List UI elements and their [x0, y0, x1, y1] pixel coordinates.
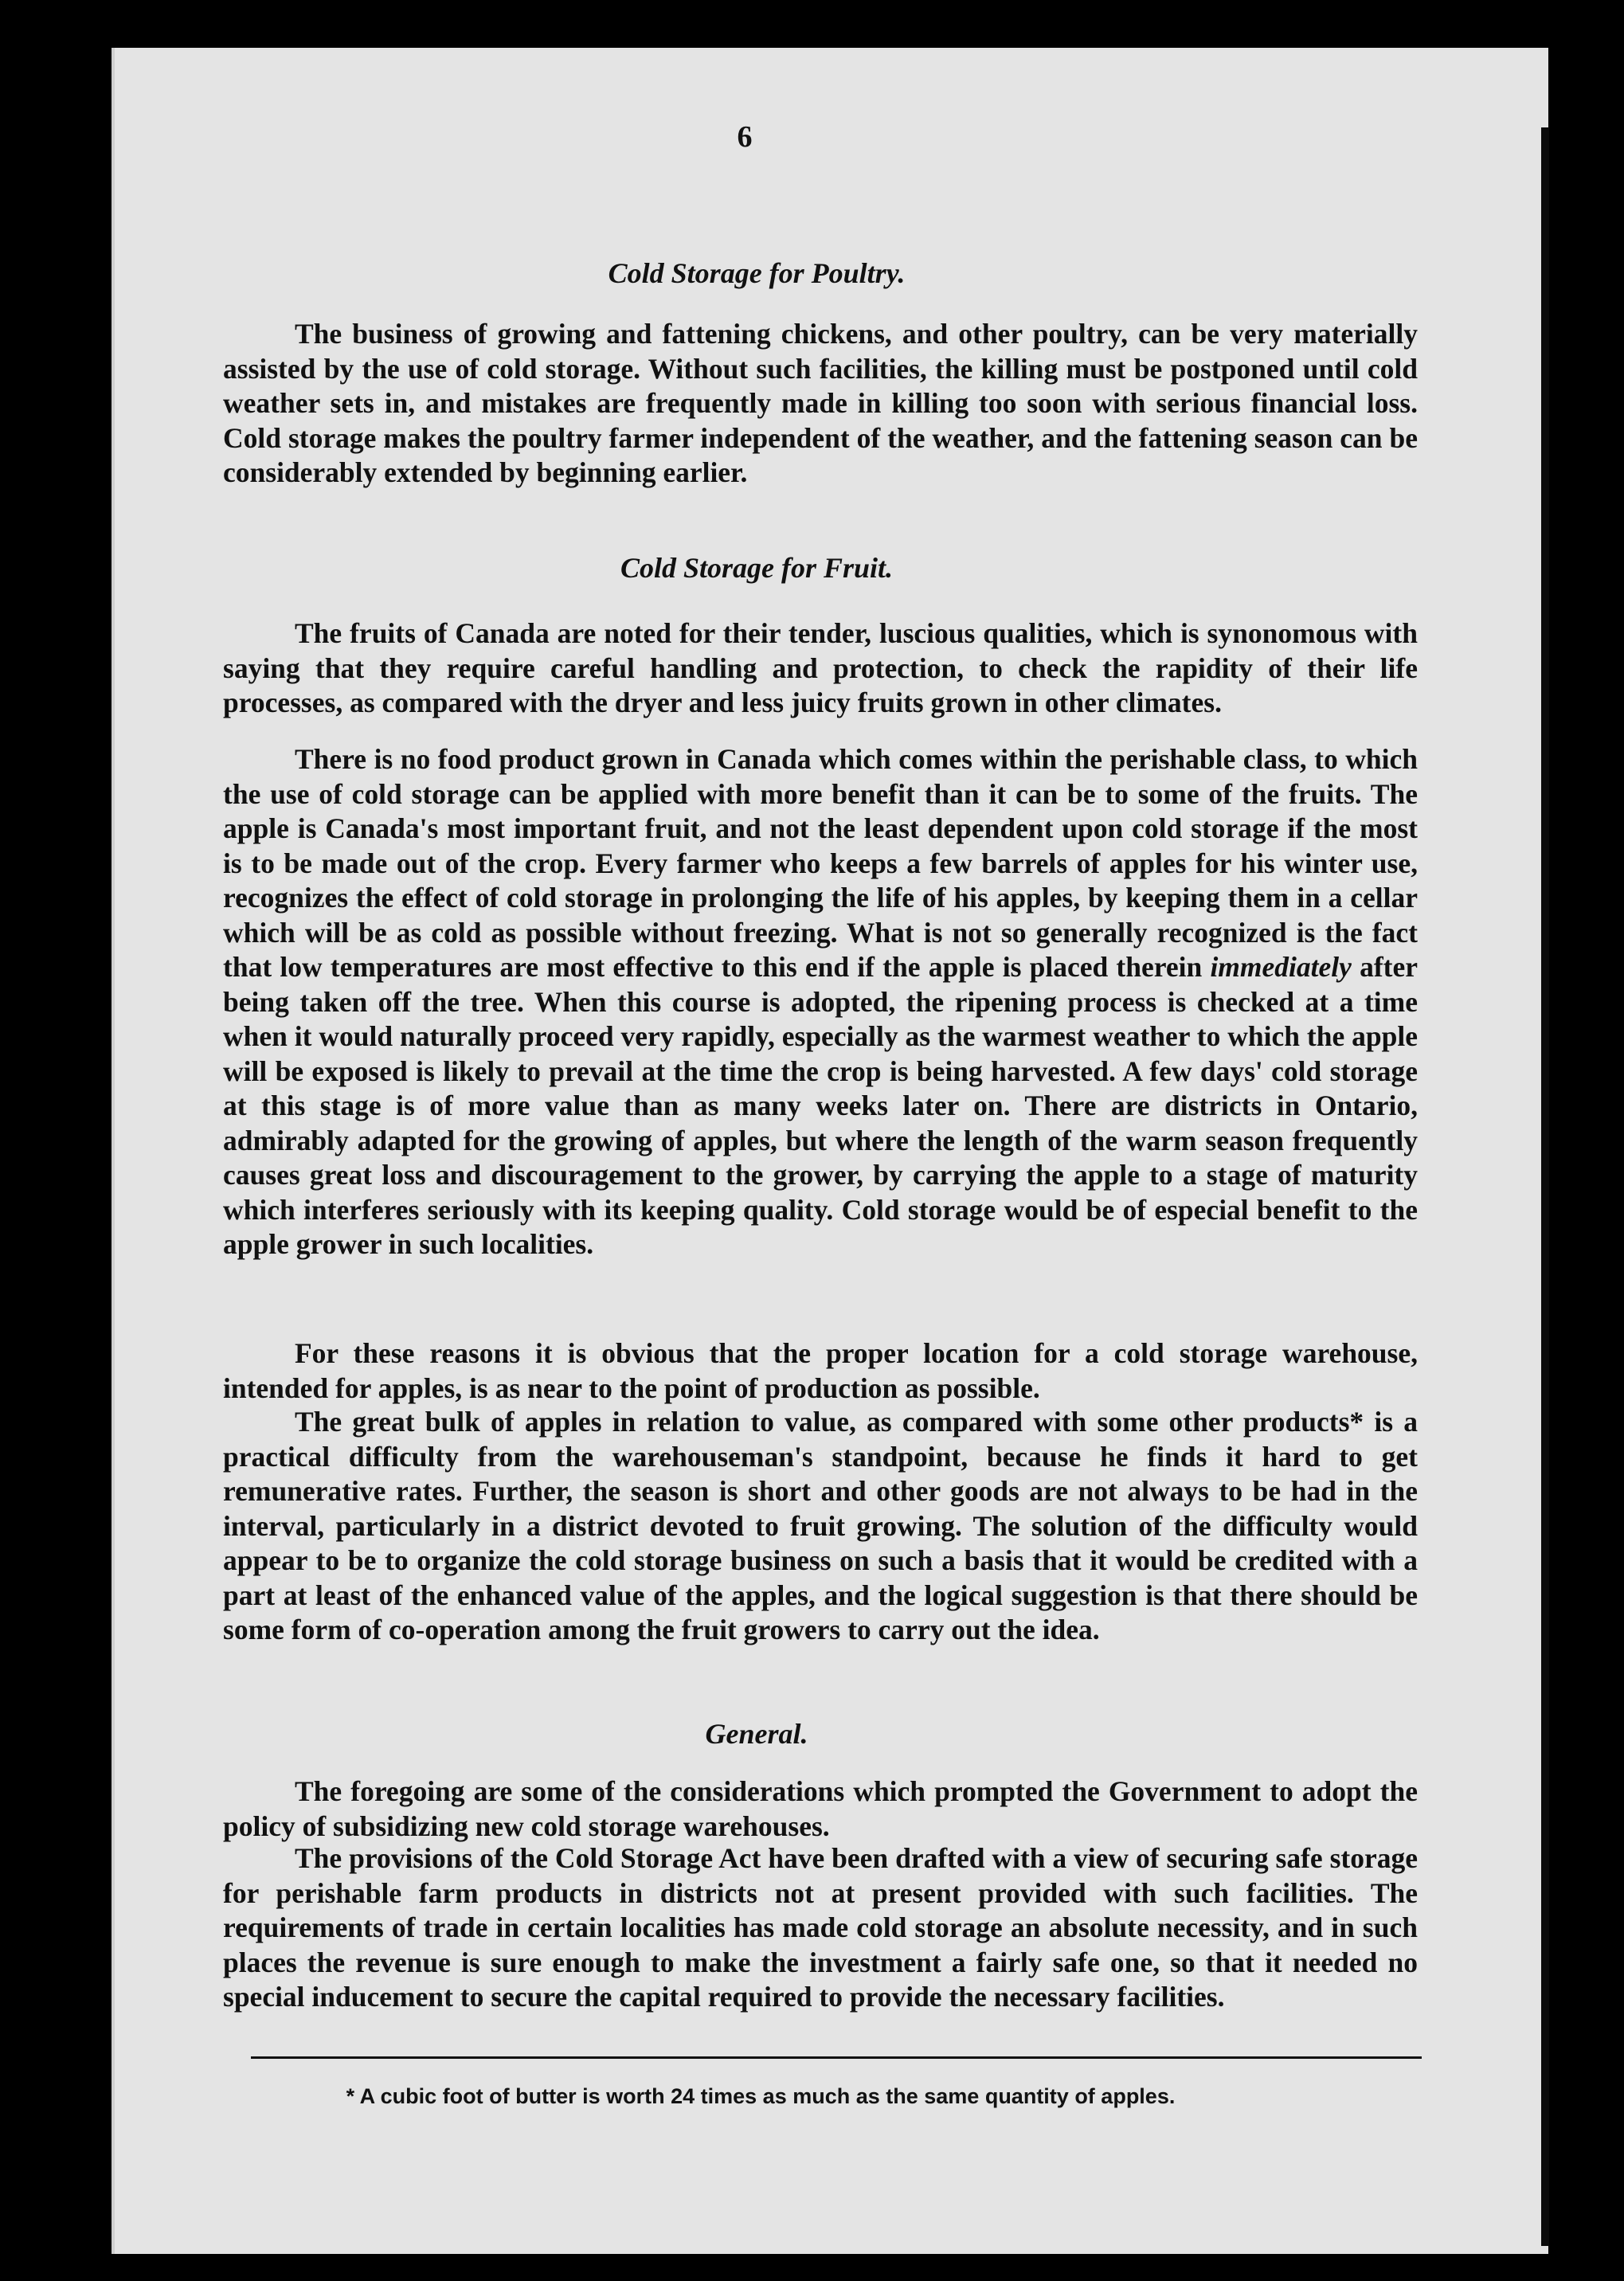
paragraph-fruit-2 — [223, 742, 1418, 1262]
paragraph-general-1: The foregoing are some of the considerations which prompted the Government to adopt the policy of subsidizing new cold storage warehouses. — [223, 1775, 1418, 1842]
paragraph-fruit-1: The fruits of Canada are noted for their tender, luscious qualities, which is synonomous with saying that they require careful handling and protection, to check the rapidity of their life processes, as compared with the dryer and less juicy fruits grown in other climates. — [223, 617, 1418, 718]
paragraph-poultry: The business of growing and fattening chickens, and other poultry, can be very materially assisted by the use of cold storage. Without such facilities, the killing must be postponed until cold weather sets in, and mistakes are frequently made in killing too soon with serious financial loss. Cold storage makes the poultry farmer independent of the weather, and the fattening season can be considerably extended by beginning earlier. — [223, 318, 1418, 488]
page-edge — [1541, 127, 1549, 2246]
footnote: * A cubic foot of butter is worth 24 times as much as the same quantity of apples. — [346, 2084, 1176, 2108]
paragraph-general-2: The provisions of the Cold Storage Act have been drafted with a view of securing safe storage for perishable farm products in districts not at present provided with such facilities. The requirements of trade in certain localities has made cold storage an absolute necessity, and in such places the revenue is sure enough to make the investment a fairly safe one, so that it needed no special inducement to secure the capital required to provide the necessary facilities. — [223, 1842, 1418, 2013]
emphasis-immediately: immediately — [1210, 951, 1352, 983]
page-number: 6 — [737, 120, 753, 154]
paragraph-fruit-4: The great bulk of apples in relation to value, as compared with some other products* is a practical difficulty from the warehouseman's standpoint, because he finds it hard to get remunerative rates. Further, the season is short and other goods are not always to be had in the interval, particularly in a district devoted to fruit growing. The solution of the difficulty would appear to be to organize the cold storage business on such a basis that it would be credited with a part at least of the enhanced value of the apples, and the logical suggestion is that there should be some form of co-operation among the fruit growers to carry out the idea. — [223, 1406, 1418, 1645]
footnote-rule — [251, 2056, 1422, 2059]
paragraph-fruit-3: For these reasons it is obvious that the proper location for a cold storage warehouse, intended for apples, is as near to the point of production as possible. — [223, 1337, 1418, 1404]
heading-general: General. — [705, 1718, 808, 1750]
paragraph-fruit-2-part-2: after being taken off the tree. When this course is adopted, the ripening process is checked at a time when it would naturally proceed very rapidly, especially as the warmest weather to which the apple will be exposed is likely to prevail at the time the crop is being harvested. A few days' cold storage at this stage is of more value than as many weeks later on. There are districts in Ontario, admirably adapted for the growing of apples, but where the length of the warm season frequently causes great loss and discouragement to the grower, by carrying the apple to a stage of maturity which interferes seriously with its keeping quality. Cold storage would be of especial benefit to the apple grower in such localities. — [223, 951, 1419, 1260]
paragraph-fruit-2-part-1: There is no food product grown in Canada which comes within the perishable class, to which the use of cold storage can be applied with more benefit than it can be to some of the fruits. The apple is Canada's most important fruit, and not the least dependent upon cold storage if the most is to be made out of the crop. Every farmer who keeps a few barrels of apples for his winter use, recognizes the effect of cold storage in prolonging the life of his apples, by keeping them in a cellar which will be as cold as possible without freezing. What is not so generally recognized is the fact that low temperatures are most effective to this end if the apple is placed therein — [223, 743, 1418, 983]
heading-poultry: Cold Storage for Poultry. — [608, 257, 906, 289]
heading-fruit: Cold Storage for Fruit. — [620, 552, 894, 584]
